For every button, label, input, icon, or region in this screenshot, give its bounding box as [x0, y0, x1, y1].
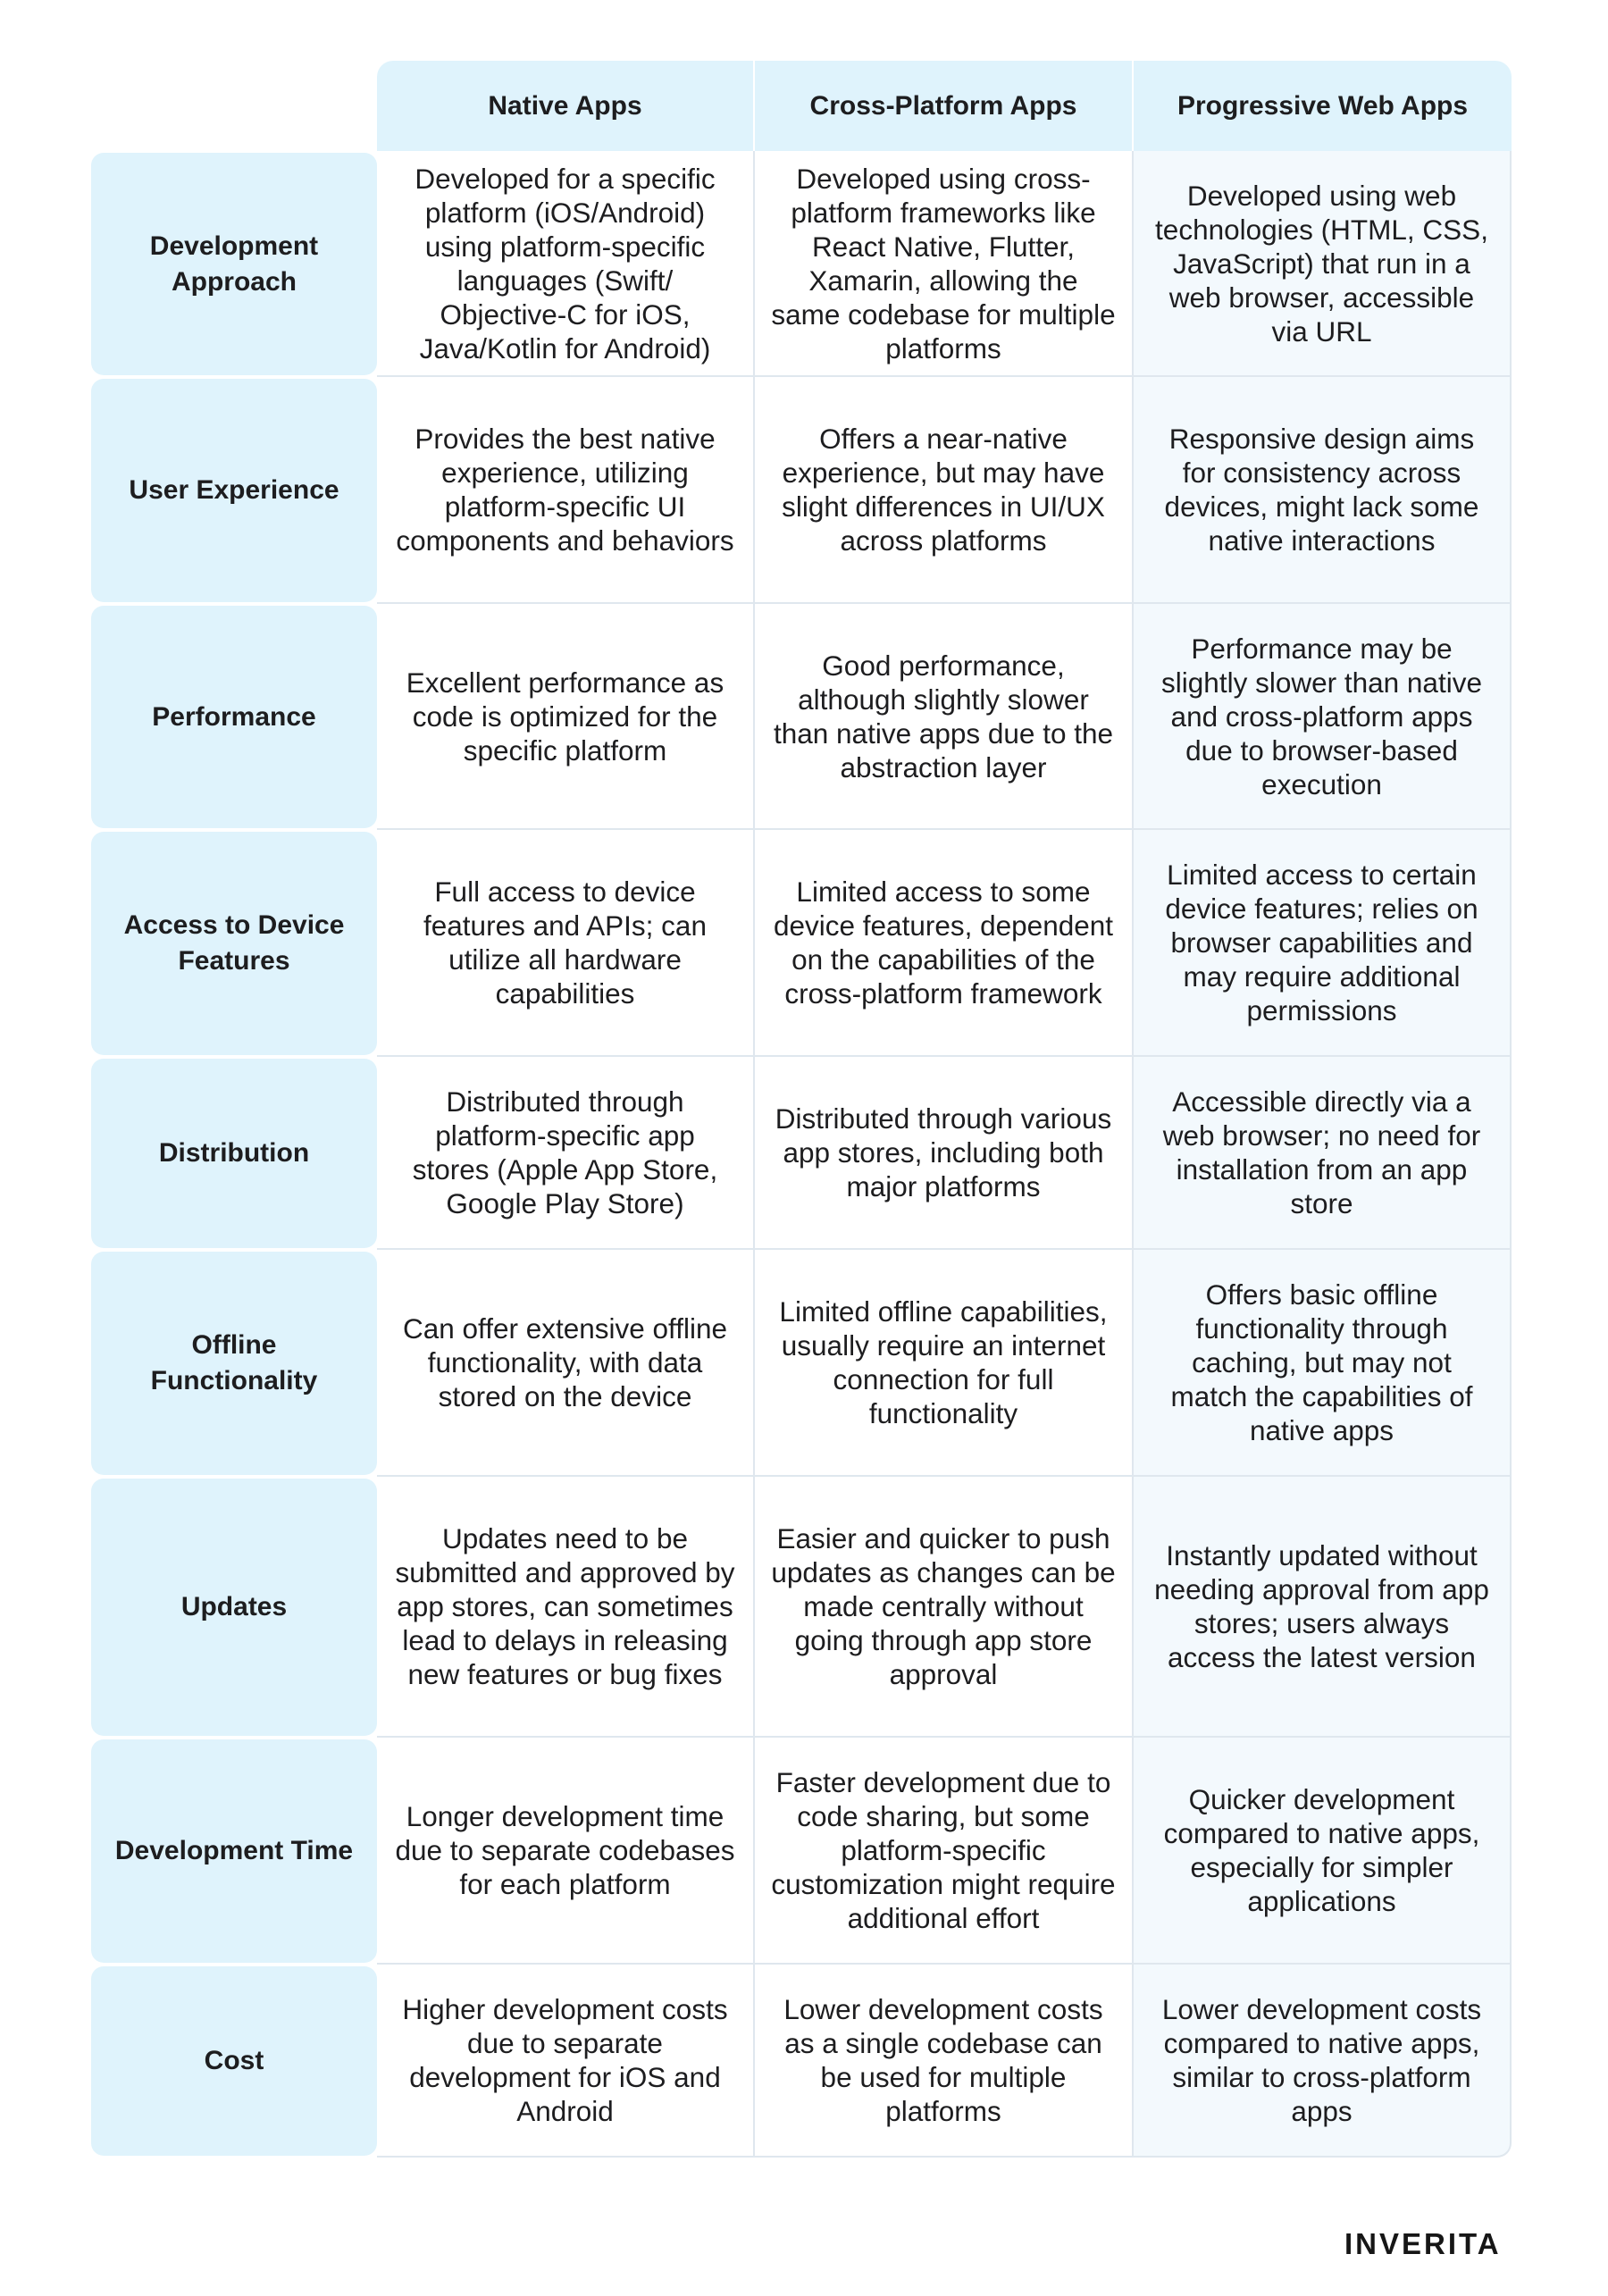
table-cell: Higher development costs due to separate development for iOS and Android [377, 1965, 755, 2158]
table-cell: Offers basic offline functionality through caching, but may not match the capabilities of native apps [1134, 1250, 1512, 1477]
table-cell: Distributed through various app stores, including both major platforms [755, 1057, 1134, 1250]
table-cell: Full access to device features and APIs; can utilize all hardware capabilities [377, 830, 755, 1057]
row-header-cost: Cost [91, 1966, 377, 2156]
table-cell: Developed using web technologies (HTML, CSS, JavaScript) that run in a web browser, accessible via URL [1134, 151, 1512, 377]
table-corner [91, 61, 377, 151]
table-cell: Developed for a specific platform (iOS/Android) using platform-specific languages (Swift/ Objective-C for iOS, Java/Kotlin for Android) [377, 151, 755, 377]
table-cell: Longer development time due to separate codebases for each platform [377, 1738, 755, 1965]
column-header-pwa: Progressive Web Apps [1134, 61, 1512, 151]
row-header-user-experience: User Experience [91, 379, 377, 602]
comparison-table [91, 61, 1512, 2158]
table-cell: Provides the best native experience, utilizing platform-specific UI components and behaviors [377, 377, 755, 604]
table-cell: Offers a near-native experience, but may have slight differences in UI/UX across platforms [755, 377, 1134, 604]
table-cell: Good performance, although slightly slower than native apps due to the abstraction layer [755, 604, 1134, 830]
row-header-access-to-device-features: Access to Device Features [91, 832, 377, 1055]
table-cell: Easier and quicker to push updates as changes can be made centrally without going through app store approval [755, 1477, 1134, 1738]
table-cell: Can offer extensive offline functionality, with data stored on the device [377, 1250, 755, 1477]
row-header-development-approach: Development Approach [91, 153, 377, 375]
table-cell: Lower development costs compared to native apps, similar to cross-platform apps [1134, 1965, 1512, 2158]
table-cell: Performance may be slightly slower than native and cross-platform apps due to browser-based execution [1134, 604, 1512, 830]
column-header-native: Native Apps [377, 61, 755, 151]
table-cell: Limited access to some device features, dependent on the capabilities of the cross-platform framework [755, 830, 1134, 1057]
row-header-updates: Updates [91, 1479, 377, 1736]
column-header-cross-platform: Cross-Platform Apps [755, 61, 1134, 151]
table-cell: Excellent performance as code is optimized for the specific platform [377, 604, 755, 830]
row-header-distribution: Distribution [91, 1059, 377, 1248]
table-cell: Accessible directly via a web browser; no need for installation from an app store [1134, 1057, 1512, 1250]
table-cell: Developed using cross-platform frameworks like React Native, Flutter, Xamarin, allowing the same codebase for multiple platforms [755, 151, 1134, 377]
row-header-performance: Performance [91, 606, 377, 828]
table-cell: Limited offline capabilities, usually require an internet connection for full functionality [755, 1250, 1134, 1477]
table-cell: Quicker development compared to native apps, especially for simpler applications [1134, 1738, 1512, 1965]
table-cell: Instantly updated without needing approval from app stores; users always access the latest version [1134, 1477, 1512, 1738]
table-cell: Limited access to certain device features; relies on browser capabilities and may require additional permissions [1134, 830, 1512, 1057]
table-cell: Responsive design aims for consistency across devices, might lack some native interactions [1134, 377, 1512, 604]
row-header-development-time: Development Time [91, 1739, 377, 1963]
table-cell: Lower development costs as a single codebase can be used for multiple platforms [755, 1965, 1134, 2158]
table-cell: Updates need to be submitted and approved by app stores, can sometimes lead to delays in releasing new features or bug fixes [377, 1477, 755, 1738]
table-cell: Faster development due to code sharing, but some platform-specific customization might require additional effort [755, 1738, 1134, 1965]
table-cell: Distributed through platform-specific app stores (Apple App Store, Google Play Store) [377, 1057, 755, 1250]
brand-logo: INVERITA [1344, 2227, 1502, 2260]
row-header-offline-functionality: Offline Functionality [91, 1252, 377, 1475]
